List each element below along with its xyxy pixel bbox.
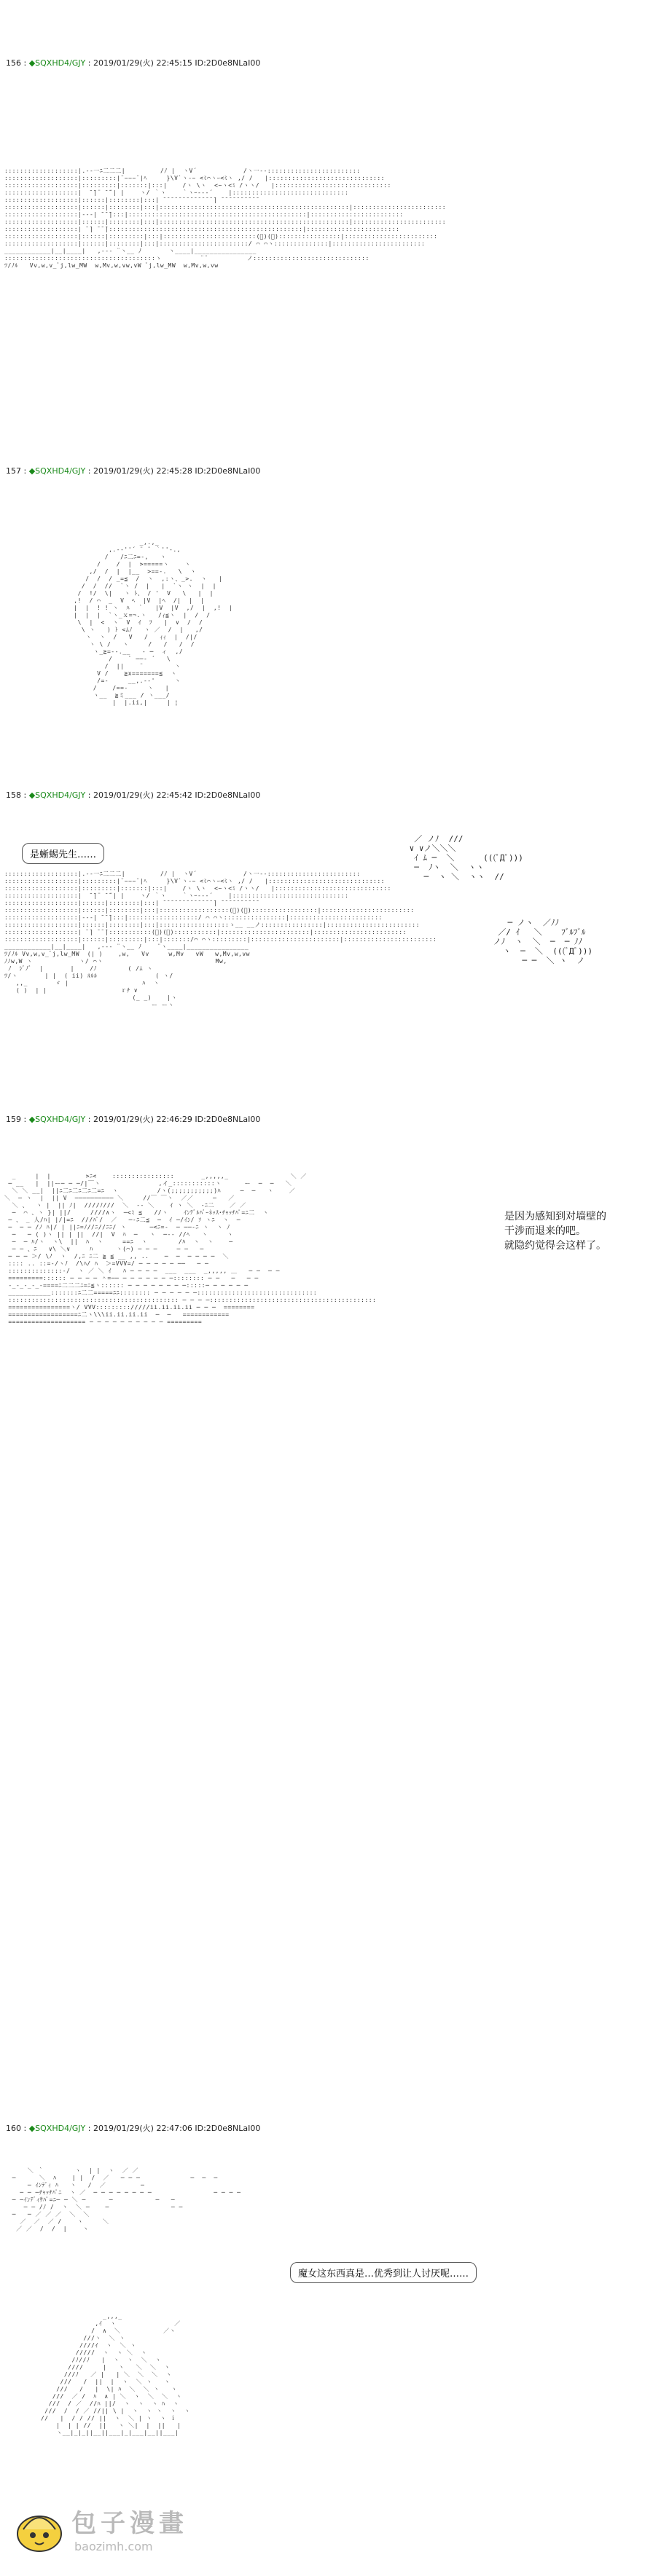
post-author[interactable]: ◆SQXHD4/GJY bbox=[28, 790, 86, 800]
post-number: 158 bbox=[6, 790, 21, 800]
shiver-sfx-bottom: ─ ノヽ ／ﾉﾉ ／/ ｲ ＼ ﾌﾞﾙﾌﾞﾙ ノﾉ ヽ ＼ ─ ─ ﾉﾉ ヽ ─ ＼ (((ﾟДﾟ))) ─ ─ ＼ ヽ ノ bbox=[493, 918, 593, 965]
post-id: ID:2D0e8NLaI00 bbox=[195, 790, 261, 800]
sfx-text: (((ﾟДﾟ))) bbox=[552, 946, 593, 956]
ascii-art-back-figure: _,,,_ ,ｲ ヽ ／ / ∧ ＼ ／ヽ ///ヽ ＼ ヽ ////ｲ ヽ ＼ ヽ ///// ヽ ヽ ＼ ヽ /ﾉ//ﾉ | ヽ ヽ ＼ ヽ //// | ヽ ＼ ＼ ヽ ///ﾉ ／ | | ＼ ＼ ＼ ヽ /// / || | ヽ ＼ ヽ ヽ /// / | \| ﾊ ＼ ＼ ヽ ヽ /// ／ / ﾊ ∧ | ＼ ヽ ＼ ＼ ヽ /// / ／ //ﾊ ||/ ヽ ヽ ヽ ﾊ ヽ /// / / ／ //|| \ | ヽ ヽ ヽ ヽ ヽ // | / / // || ヽ ＼ | ヽ ヽ ｉ | | | // || ヽ ＼| | || | ヽ__|_|_||__||___|_|___|__||___| bbox=[40, 2313, 191, 2436]
post-header: 160 : ◆SQXHD4/GJY : 2019/01/29(火) 22:47:06 ID:2D0e8NLaI00 bbox=[6, 2124, 261, 2133]
ascii-art-room-scene: :::::::::::::::::::|.-‐一ﾆ二二二| /ﾉ | ヽV´ /ヽ一‐-:::::::::::::::::::::::: :::::::::::::::::::|:::::::::|¨~~~¨|ﾍ }\V`ヽ-~ <ﾐ⌒ヽｰ<ﾐヽ ,/ / |:::::::::::::::::::::::::::::: :::::::::::::::::::|:::::::::|:::::::|:::| /ヽ \ヽ <~ヽ<ﾐ /ヽヽ/ |:::::::::::::::::::::::::::::: :::::::::::::::::::| ̄ ̄|¨ ̄ ̄¨| | ヽ/ ｀ヽ ｀ヽｰ--‐´ |:::::::::::::::::::::::::::::: :::::::::::::::::::|::::::|::::::::|:::| ̄ ̄ ̄ ̄ ̄ ̄ ̄ ̄ ̄ ̄ ̄ ̄ ̄ ̄| ̄ ̄ ̄ ̄ ̄ ̄ ̄ ̄ ̄ ̄ :::::::::::::::::::|::::::|::::::::|:::|::::::::::::::::::(ﾟ)(ﾟ):::::::::::::::::|:::::::::::::::::::::::: :::::::::::::::::::|--‐| ̄ ̄ ̄|:::|::::::::::::::::::/ ⌒ ⌒ヽ::::::::::::::::|:::::::::::::::::::::::: :::::::::::::::::::|::::::|::::::::|:::|::::::::::::::::::ゝ__ __ノ::::::::::::::::|:::::::::::::::::::::::: :::::::::::::::::::| ̄ ̄| ̄ ̄ ̄|:::::::::::(ﾟ)(ﾟ):::::::::::|:::::::::::::::::::::::|:::::::::::::::::::::::: :::::::::::::::::::|::::::|:::::::::|:::|:::::::/⌒ ⌒ヽ:::::::::|:::::::::::::::::::::::|:::::::::::::::::::::::: ____________|__|____| ,--‐ ¨ヽ__ ﾉ ¨ヽ____|________________ ﾂ/ﾉﾙ Vv,w,v_ﾞj,lw_MW (| ) ,w, Vv w,Mv vW w,Mv,w,vw ﾉﾉw,W ヽ ヽ/ ⌒ヽ Mw, ﾉ ｼﾞﾉﾞ | | /ﾉ ( /ﾑ ヽ ﾂ/ヽ | | ( ii) ﾙﾙﾙ ( ヽ/ ,,_ ゞ | ﾊ ヽ ( ) | | ｒﾁ ∨ (_ _) |ヽ ー ーヽ bbox=[4, 871, 437, 1008]
post-number: 156 bbox=[6, 58, 21, 68]
post-author[interactable]: ◆SQXHD4/GJY bbox=[28, 58, 86, 68]
speech-text: 是蜥蜴先生…… bbox=[30, 849, 97, 860]
post-id: ID:2D0e8NLaI00 bbox=[195, 2124, 261, 2133]
post-datetime: 2019/01/29(火) 22:45:15 bbox=[93, 58, 192, 68]
post-number: 160 bbox=[6, 2124, 21, 2133]
post-author[interactable]: ◆SQXHD4/GJY bbox=[28, 2124, 86, 2133]
post-id: ID:2D0e8NLaI00 bbox=[195, 466, 261, 476]
post-datetime: 2019/01/29(火) 22:45:28 bbox=[93, 466, 192, 476]
ascii-art-flash: ＼ ｀ ヽ | | ヽ ／ ／ ─ ＼ ﾊ | | / ／ ─ ─ ─ ─ ─ ─ ─ ｲﾝﾃﾞｨ ﾊ ヽ / ／ ─ ─ ─ ─ﾁｬｯﾁﾊﾟﾆ ヽ ／ ─ ─ ─ ─ ─ ─ ─ ─ ─ ─ ─ ─ ─ ─ｲﾝﾃﾞｨｻﾊﾟ=ﾆ─ ─ ＼ ─ ─ ─ ─ ─ ─ /ﾉ / ヽ ＼ ─ ─ ─ ─ ─ ─ ／ ／ ／ ＼ ＼ ／ ／ ／ / ヽ ＼ ／ ／ / / | ヽ bbox=[12, 2167, 241, 2232]
post-id: ID:2D0e8NLaI00 bbox=[195, 58, 261, 68]
site-watermark bbox=[13, 2497, 232, 2563]
post-author[interactable]: ◆SQXHD4/GJY bbox=[28, 466, 86, 476]
watermark-title: 包子漫畫 bbox=[71, 2509, 188, 2538]
ascii-art-explosion: _ | | >ﾆ< :::::::::::::::: _,,,,,_ ＼ ／ ─ __ | ||ー─ ─ ─/|￣ヽ ,イ_:::::::::::ヽ ー ─ ─ ＼ ＼ ＼ __| ||ﾆ二ﾆ二ﾆ二ﾆ二=ﾆ ヽ /ヽ(;;;;;;;;;;;)ﾊ ─ ─ ヽ ／ ＼ ─ ヽ | || V ────────── ＼ //￣ ￣ヽ ／／ ─ ／ ＼ 、 ヽ | || ﾉ| ////ﾉ/// ＼ -- ＼ ｲ ヽ ＼ -ﾆ二 ／ ／ ─ ⌒ 、ヽ }| ||/ ////∧ヽ ─<ﾐ ≦ //ヽ ｲﾝﾃﾞﾙﾊﾞｰﾈｯｽ･ﾁｬｯﾁﾊﾟ=ﾆ二 ヽ ─ 、 _ 人/ﾊ| |/|=ﾆ ///ﾊﾟ/ ／ ─-ﾆ二≦ ─ ｲ ─/ｲﾝ/ ｿ ヽﾆ ヽ ─ ─ ─ ─ /ﾉ ﾊ|/ | ||ﾆ=ﾉ//ﾆ//ﾆﾆ/ ヽ ─<ﾆ=- ─ ──-ﾆ ヽ ヽ ﾉ ─ ─ ( )ヽ || | || //| V ﾊ ─ ヽ ─-- //ﾍ ヽ ヽ ─ ─ ﾊ/ヽ ヽ\ || ﾊ ヽ ==ﾆ ヽ /ﾊ ヽ ヽ ─ ─ ─ 、ﾆ ∨\ ＼∨ ﾊ ヽ(⌒) ─ ─ ─ ─ ─ ─ ─ ─ ─ ＞/ \ﾉ ヽ /,ﾆ ﾆ二 ≧ ≦ __ ,, .. ─ ─ ─ ─ ─ ─ ＼ :::: .. ::=-/ヽﾉ /\ﾊ/ ﾊ ＞=VVV=/ ─ ─ ─ ─ ─ ── ─ ─ ::::::::::::::-/ ヽ ／ ＼ ｲ ﾊ ─ ─ ─ ─ ___ ___ _,,,,, ＿ ─ ─ ─ ─ =========:::::: ─ ─ ─ ─ ＾=── ─ ─ ─ ─ ─ ─ ─:::::::: ─ ─ ─ ─ ─ -_-_-_-_-====ﾆ二二二ﾆ=ﾆ≦ヽ:::::: ─ ─ ─ ─ ─ ─ ─ ─:::::─ ─ ─ ─ ─ ─ ___________:::::::ﾆ二二=====ﾆﾆ:::::::: ─ ─ ─ ─ ─ ─::::::::::::::::::::::::::::::: :::::::::::::::::::::::::::::::::::::::::::: ─ ─ ─ ─::::::::::::::::::::::::::::::::::::::::::: ================ヽ/ VVV::::::::://///ii.ii.ii.ii ─ ─ ─ ======== ==================ﾆ二ヽ\\\ii.ii.ii.ii ─ ─ ============ ==================== ─ ─ ─ ─ ─ ─ ─ ─ ─ ─ ========= bbox=[4, 1173, 377, 1325]
watermark-url[interactable]: baozimh.com bbox=[74, 2540, 153, 2553]
speech-bubble bbox=[22, 843, 104, 864]
bun-logo-icon bbox=[13, 2502, 66, 2554]
post-header: 159 : ◆SQXHD4/GJY : 2019/01/29(火) 22:46:29 ID:2D0e8NLaI00 bbox=[6, 1115, 261, 1124]
post-header: 156 : ◆SQXHD4/GJY : 2019/01/29(火) 22:45:15 ID:2D0e8NLaI00 bbox=[6, 58, 261, 68]
narration-caption: 是因为感知到对墙壁的 干涉而退来的吧。 就隐约觉得会这样了。 bbox=[504, 1211, 606, 1252]
post-number: 159 bbox=[6, 1115, 21, 1124]
post-datetime: 2019/01/29(火) 22:47:06 bbox=[93, 2124, 192, 2133]
shiver-sfx-top: ／ ノﾉ /// ∨ ∨ノ＼＼＼ ｲ ﾑ ─ ＼ (((ﾟДﾟ))) ─ ﾉヽ ＼ ヽヽ ─ ヽ ＼ ヽヽ // bbox=[409, 834, 523, 881]
sfx-text: ﾌﾞﾙﾌﾞﾙ bbox=[561, 927, 586, 937]
speech-bubble bbox=[290, 2262, 477, 2283]
ascii-art-room: :::::::::::::::::::|.-‐一ﾆ二二二| /ﾉ | ヽV´ /ヽ一‐-:::::::::::::::::::::::: :::::::::::::::::::|:::::::::|¨~~~¨|ﾍ }\V`ヽ-~ <ﾐ⌒ヽｰ<ﾐヽ ,/ / |:::::::::::::::::::::::::::::: :::::::::::::::::::|:::::::::|:::::::|:::| /ヽ \ヽ <~ヽ<ﾐ /ヽヽ/ |:::::::::::::::::::::::::::::: :::::::::::::::::::| ̄ ̄|¨ ̄ ̄¨| | ヽ/ ｀ヽ ｀ヽｰ--‐´ |:::::::::::::::::::::::::::::: :::::::::::::::::::|::::::|::::::::|:::| ̄ ̄ ̄ ̄ ̄ ̄ ̄ ̄ ̄ ̄ ̄ ̄ ̄ ̄| ̄ ̄ ̄ ̄ ̄ ̄ ̄ ̄ ̄ ̄ :::::::::::::::::::|::::::|::::::::|:::|:::::::::::::::::::::::::::::::::::::::::::::::::|:::::::::::::::::::::::: :::::::::::::::::::|--‐| ̄ ̄ ̄|:::|::::::::::::::::::::::::::::::::::::::::::::::|:::::::::::::::::::::::: :::::::::::::::::::|::::::|::::::::|:::|:::::::::::::::::::::::::::::::::::::::::::::::::|:::::::::::::::::::::::: :::::::::::::::::::| ̄ ̄| ̄ ̄ ̄|::::::::::::::::::::::::::::::::::::::::::::::::::|:::::::::::::::::::::::: :::::::::::::::::::|::::::|:::::::::|:::|::::::::::::::::::::::::(ﾟ)(ﾟ)::::::::::::::::|:::::::::::::::::::::::: :::::::::::::::::::|::::::|::::::::|:::|:::::::::::::::::::::::/ ⌒ ⌒ヽ::::::::::::::|:::::::::::::::::::::::: ____________|__|____| ,--‐ ¨ヽ__ ﾉ ヽ____|________________ :::::::::::::::::::::::::::::::::::::::ゝ ¨¨ ノ:::::::::::::::::::::::::::::: ﾂ/ﾉﾙ Vv,w,v_ﾞj,lw_MW w,Mv,w,vw,vW ﾞj,lw_MW w,Mv,w,vw bbox=[4, 168, 447, 269]
post-header: 157 : ◆SQXHD4/GJY : 2019/01/29(火) 22:45:28 ID:2D0e8NLaI00 bbox=[6, 466, 261, 476]
post-number: 157 bbox=[6, 466, 21, 476]
post-datetime: 2019/01/29(火) 22:46:29 bbox=[93, 1115, 192, 1124]
sfx-text: (((ﾟДﾟ))) bbox=[483, 853, 523, 863]
ascii-art-character: _,.,_ ,.-‐''´ ¨ ¨ ｀''‐., / /ﾆ二ﾆ=-, ヽ / / | >=====ヽ ヽ ,/ / | |__ >==-. \ ヽ / / / _=≦ / ヽ ,:ヽ、_>. ヽ | / / // `ヽ / | | `ヽ ヽ | | / !/ \| ヽ ﾄ、 / ' V \ | | ,! / ⌒ _ V ﾍ |V |ﾍ /| | | | | ! ! ヽ ﾊ ｀ |V |V ,/ | ,! | | | | `ヽ_ｘ=¬.ヽ /ｨ≦ヽ | / / \ | < ヽ V ｲ ﾌ | ∨ / / \ ヽ ) ﾄ <ﾑﾉ ヽ ／ / | ,/ ヽ ヽ / V / ｨｨ | /|/ ヽ \ / ヽ / / / / ヽ_≧=--.__ ‐ ─ ィ ,/ / ` ──‐ ´ \ / || ¨ ヽ V / ≧x=======≦ ヽ /=- __,.-‐' ヽ / /==‐ ヽ | ヽ__ ≧ミ___ / ヽ___/ | |.ii,| | ¦ bbox=[74, 539, 233, 706]
post-author[interactable]: ◆SQXHD4/GJY bbox=[28, 1115, 86, 1124]
post-datetime: 2019/01/29(火) 22:45:42 bbox=[93, 790, 192, 800]
speech-text: 魔女这东西真是…优秀到让人讨厌呢…… bbox=[298, 2269, 469, 2279]
post-id: ID:2D0e8NLaI00 bbox=[195, 1115, 261, 1124]
post-header: 158 : ◆SQXHD4/GJY : 2019/01/29(火) 22:45:42 ID:2D0e8NLaI00 bbox=[6, 790, 261, 800]
